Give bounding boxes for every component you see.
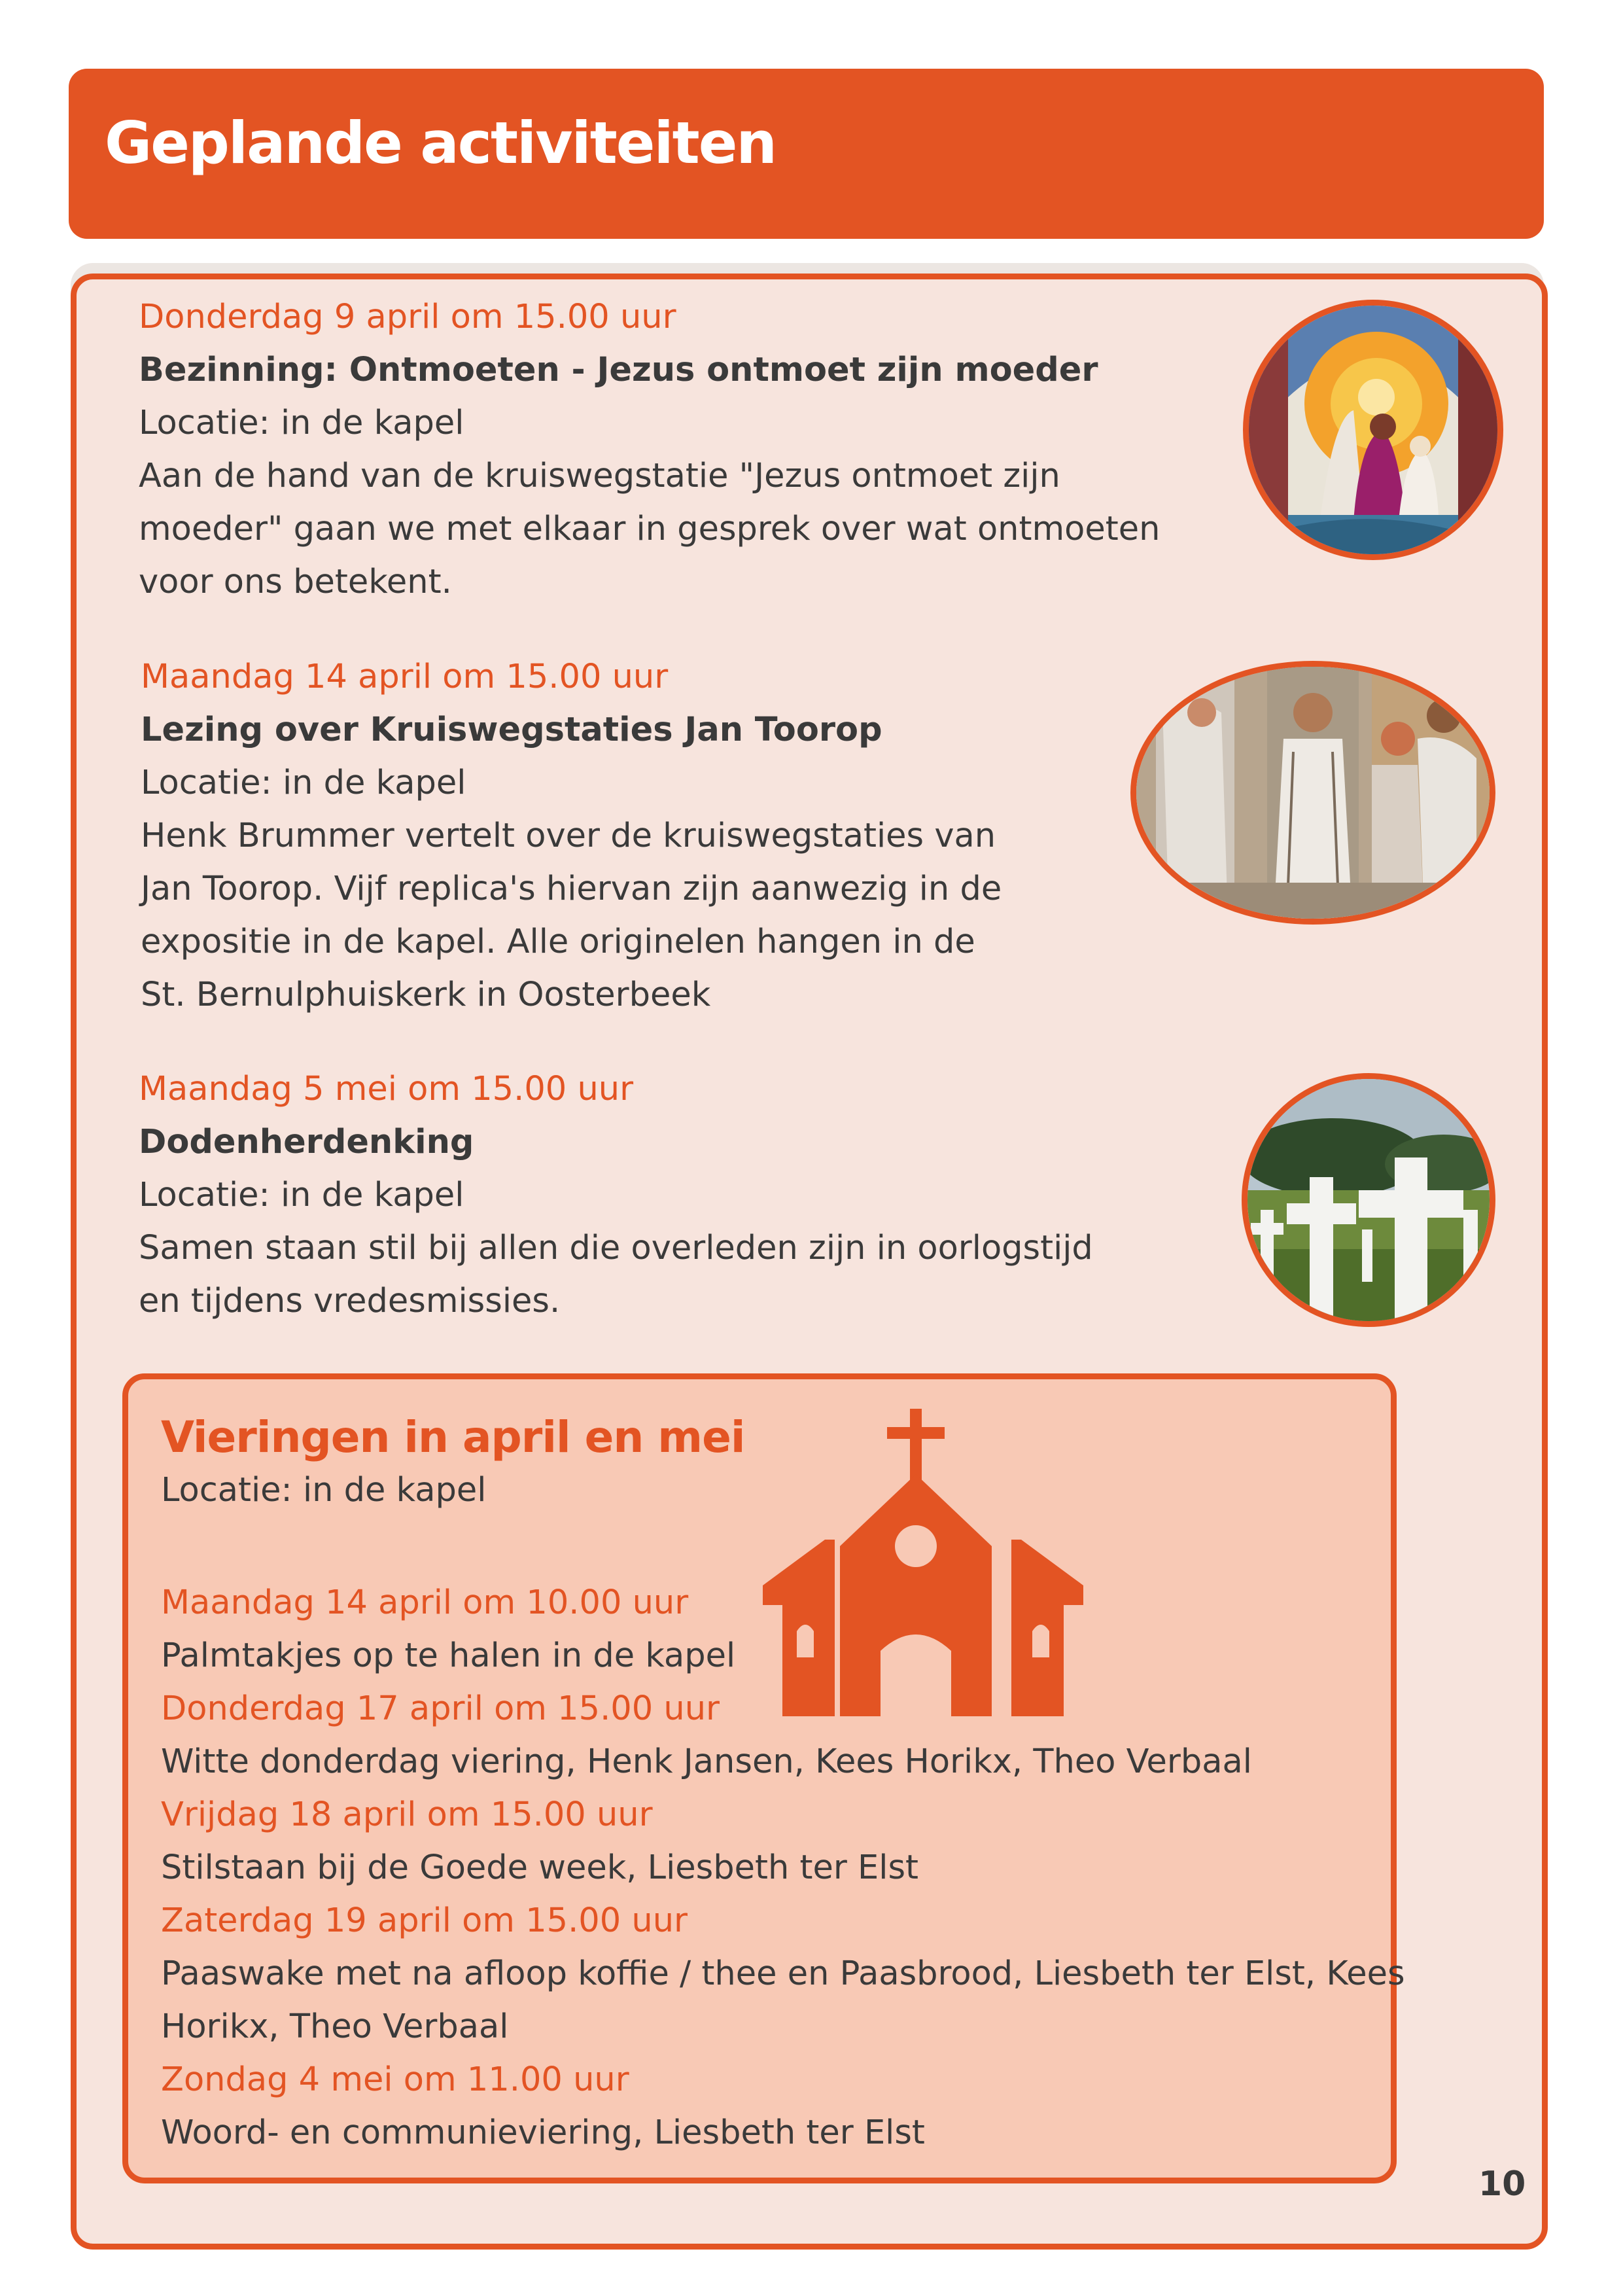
event-description-line: Jan Toorop. Vijf replica's hiervan zijn aanwezig in de [141, 870, 1002, 908]
service-text: Horikx, Theo Verbaal [161, 2007, 509, 2046]
event-location: Locatie: in de kapel [139, 1176, 464, 1214]
header-banner [69, 69, 1544, 239]
event-description-line: Henk Brummer vertelt over de kruiswegstaties van [141, 817, 996, 855]
event-description-line: Aan de hand van de kruiswegstatie "Jezus ontmoet zijn [139, 457, 1060, 495]
event-title: Lezing over Kruiswegstaties Jan Toorop [141, 711, 882, 749]
page-title: Geplande activiteiten [105, 109, 777, 177]
event-title: Bezinning: Ontmoeten - Jezus ontmoet zijn moeder [139, 351, 1098, 389]
services-title: Vieringen in april en mei [161, 1412, 745, 1462]
services-panel [122, 1373, 1405, 2183]
service-text: Woord- en communieviering, Liesbeth ter Elst [161, 2113, 925, 2152]
painting-photo [1243, 300, 1503, 560]
service-date: Vrijdag 18 april om 15.00 uur [161, 1795, 653, 1834]
service-date: Zondag 4 mei om 11.00 uur [161, 2060, 629, 2099]
event-title: Dodenherdenking [139, 1123, 474, 1161]
services-location: Locatie: in de kapel [161, 1471, 487, 1510]
page-number: 10 [1478, 2164, 1526, 2204]
event-date: Maandag 5 mei om 15.00 uur [139, 1070, 634, 1108]
service-date: Donderdag 17 april om 15.00 uur [161, 1689, 720, 1728]
relief-photo [1130, 661, 1495, 925]
cemetery-photo [1242, 1073, 1495, 1327]
event-description-line: en tijdens vredesmissies. [139, 1282, 561, 1320]
service-text: Paaswake met na afloop koffie / thee en Paasbrood, Liesbeth ter Elst, Kees [161, 1954, 1405, 1993]
event-location: Locatie: in de kapel [141, 764, 466, 802]
service-text: Stilstaan bij de Goede week, Liesbeth ter Elst [161, 1848, 919, 1887]
event-description-line: expositie in de kapel. Alle originelen hangen in de [141, 923, 975, 961]
event-description-line: moeder" gaan we met elkaar in gesprek over wat ontmoeten [139, 510, 1161, 548]
event-description-line: Samen staan stil bij allen die overleden zijn in oorlogstijd [139, 1229, 1093, 1267]
service-text: Palmtakjes op te halen in de kapel [161, 1636, 736, 1675]
church-icon [763, 1409, 1083, 1716]
event-date: Donderdag 9 april om 15.00 uur [139, 298, 676, 336]
service-text: Witte donderdag viering, Henk Jansen, Kees Horikx, Theo Verbaal [161, 1742, 1252, 1781]
event-location: Locatie: in de kapel [139, 404, 464, 442]
service-date: Maandag 14 april om 10.00 uur [161, 1583, 689, 1622]
service-date: Zaterdag 19 april om 15.00 uur [161, 1901, 688, 1940]
event-description-line: voor ons betekent. [139, 563, 452, 601]
event-description-line: St. Bernulphuiskerk in Oosterbeek [141, 976, 711, 1014]
event-date: Maandag 14 april om 15.00 uur [141, 658, 669, 696]
